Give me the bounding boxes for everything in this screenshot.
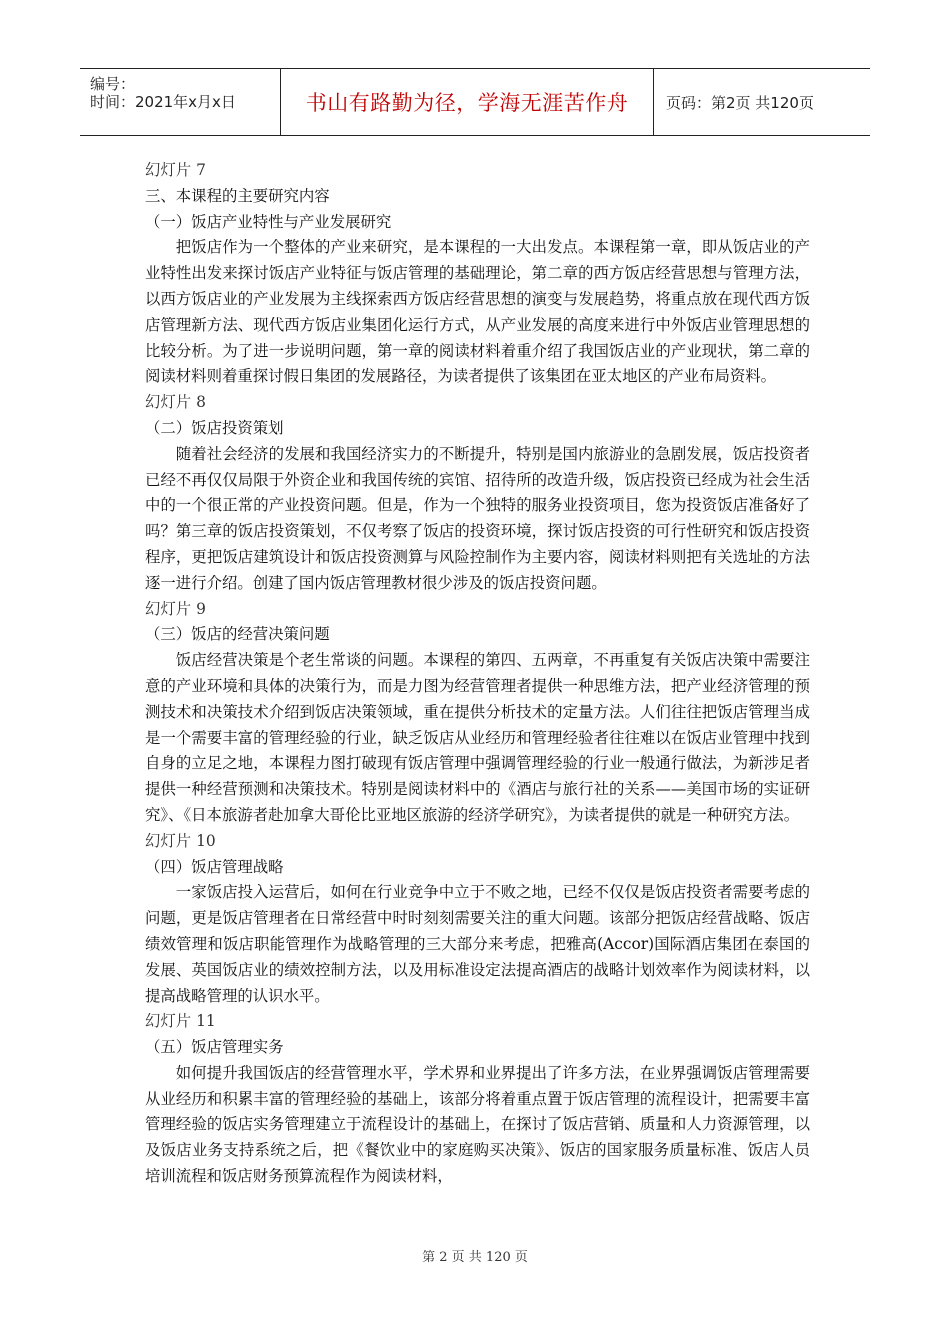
page-header: [80, 68, 870, 136]
slide-marker: 幻灯片 9: [145, 599, 206, 618]
section-heading: （一）饭店产业特性与产业发展研究: [145, 212, 392, 231]
body-paragraph: 随着社会经济的发展和我国经济实力的不断提升，特别是国内旅游业的急剧发展，饭店投资者已经不再仅仅局限于外资企业和我国传统的宾馆、招待所的改造升级，饭店投资已经成为社会生活中的一个很正常的产业投资问题。但是，作为一个独特的服务业投资项目，您为投资饭店准备好了吗？第三章的饭店投资策划，不仅考察了饭店的投资环境，探讨饭店投资的可行性研究和饭店投资程序，更把饭店建筑设计和饭店投资测算与风险控制作为主要内容，阅读材料则把有关选址的方法逐一进行介绍。创建了国内饭店管理教材很少涉及的饭店投资问题。: [145, 444, 810, 592]
section-heading: （三）饭店的经营决策问题: [145, 625, 330, 644]
body-paragraph: 一家饭店投入运营后，如何在行业竞争中立于不败之地，已经不仅仅是饭店投资者需要考虑的问题，更是饭店管理者在日常经营中时时刻刻需要关注的重大问题。该部分把饭店经营战略、饭店绩效管理和饭店职能管理作为战略管理的三大部分来考虑，把雅高(Accor)国际酒店集团在泰国的发展、英国饭店业的绩效控制方法，以及用标准设定法提高酒店的战略计划效率作为阅读材料，以提高战略管理的认识水平。: [145, 883, 810, 1005]
header-motto: 书山有路勤为径，学海无涯苦作舟: [281, 69, 654, 135]
document-date: 时间：2021年x月x日: [90, 93, 236, 111]
slide-marker: 幻灯片 8: [145, 393, 206, 412]
page-footer: 第 2 页 共 120 页: [422, 1250, 528, 1265]
body-paragraph: 把饭店作为一个整体的产业来研究，是本课程的一大出发点。本课程第一章，即从饭店业的产业特性出发来探讨饭店产业特征与饭店管理的基础理论，第二章的西方饭店经营思想与管理方法，以西方饭店业的产业发展为主线探索西方饭店经营思想的演变与发展趋势，将重点放在现代西方饭店管理新方法、现代西方饭店业集团化运行方式，从产业发展的高度来进行中外饭店业管理思想的比较分析。为了进一步说明问题，第一章的阅读材料着重介绍了我国饭店业的产业现状，第二章的阅读材料则着重探讨假日集团的发展路径，为读者提供了该集团在亚太地区的产业布局资料。: [145, 238, 810, 386]
header-meta-cell: [80, 69, 281, 135]
document-body: [145, 158, 810, 1190]
slide-marker: 幻灯片 11: [145, 1012, 216, 1031]
section-heading: （四）饭店管理战略: [145, 857, 284, 876]
slide-marker: 幻灯片 10: [145, 831, 216, 850]
body-paragraph: 如何提升我国饭店的经营管理水平，学术界和业界提出了许多方法，在业界强调饭店管理需要从业经历和积累丰富的管理经验的基础上，该部分将着重点置于饭店管理的流程设计，把需要丰富管理经验的饭店实务管理建立于流程设计的基础上，在探讨了饭店营销、质量和人力资源管理，以及饭店业务支持系统之后，把《餐饮业中的家庭购买决策》、饭店的国家服务质量标准、饭店人员培训流程和饭店财务预算流程作为阅读材料，: [145, 1063, 810, 1186]
slide-marker: 幻灯片 7: [145, 161, 206, 179]
header-page-info: 页码：第2页 共120页: [666, 93, 814, 112]
body-paragraph: 饭店经营决策是个老生常谈的问题。本课程的第四、五两章，不再重复有关饭店决策中需要注意的产业环境和具体的决策行为，而是力图为经营管理者提供一种思维方法，把产业经济管理的预测技术和决策技术介绍到饭店决策领域，重在提供分析技术的定量方法。人们往往把饭店管理当成是一个需要丰富的管理经验的行业，缺乏饭店从业经历和管理经验者往往难以在饭店业管理中找到自身的立足之地，本课程力图打破现有饭店管理中强调管理经验的行业一般通行做法，为新涉足者提供一种经营预测和决策技术。特别是阅读材料中的《酒店与旅行社的关系——美国市场的实证研究》、《日本旅游者赴加拿大哥伦比亚地区旅游的经济学研究》，为读者提供的就是一种研究方法。: [145, 651, 810, 824]
section-heading: 三、本课程的主要研究内容: [145, 186, 330, 205]
section-heading: （五）饭店管理实务: [145, 1038, 284, 1057]
section-heading: （二）饭店投资策划: [145, 418, 284, 437]
document-code-label: 编号：: [90, 75, 136, 93]
